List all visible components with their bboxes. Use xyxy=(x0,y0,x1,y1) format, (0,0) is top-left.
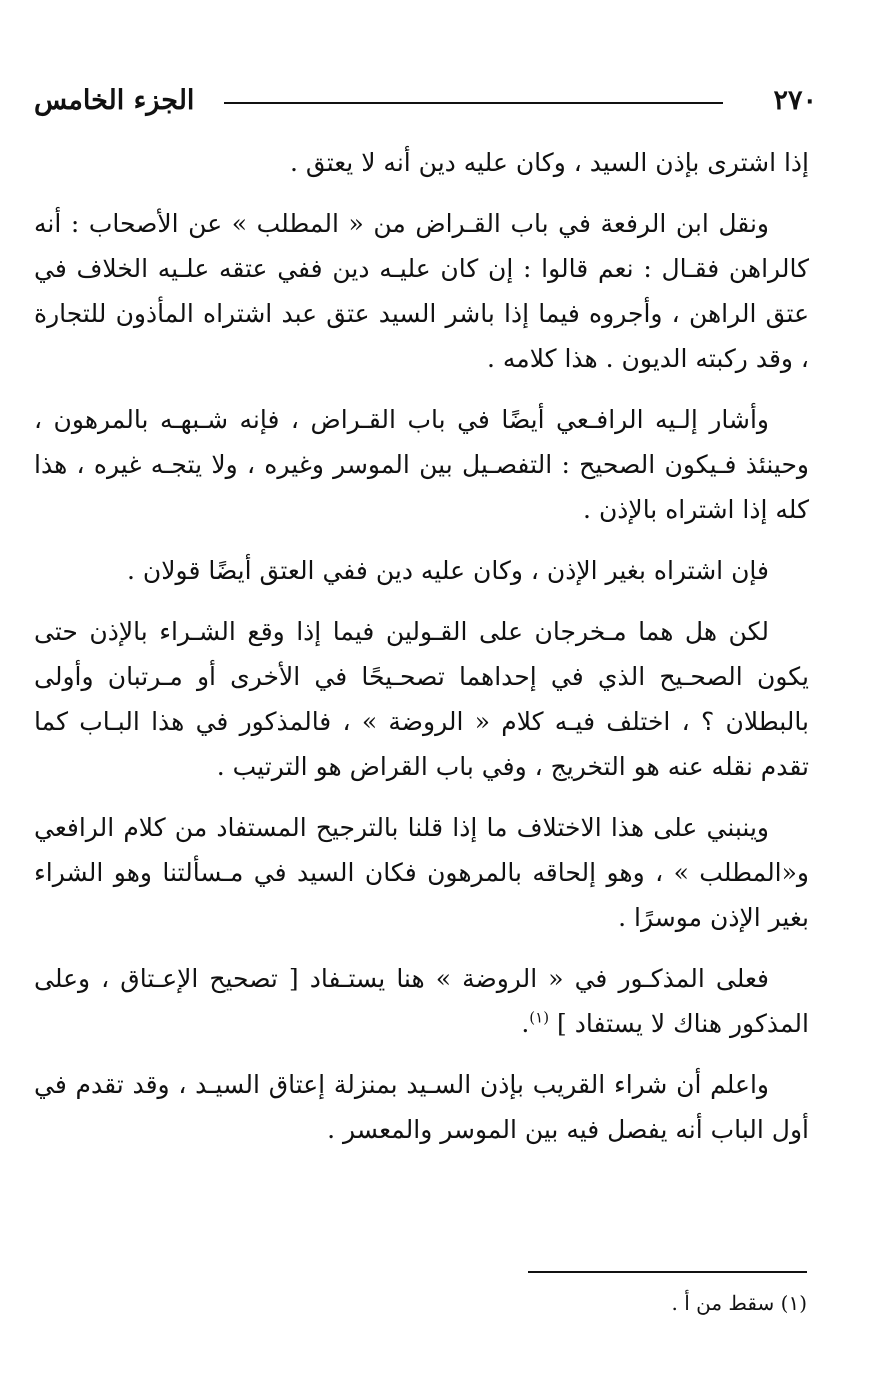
paragraph: فإن اشتراه بغير الإذن ، وكان عليه دين ففي العتق أيضًا قولان . xyxy=(127,556,769,585)
header-rule xyxy=(224,102,723,104)
running-title: الجزء الخامس xyxy=(34,85,195,116)
paragraph: ونقل ابن الرفعة في باب القـراض من « المطلب » عن الأصحاب : أنه كالراهن فقـال : نعم قالوا : إن كان عليـه دين ففي عتقه علـيه الخلاف في عتق الراهن ، وأجروه فيما إذا باشر السيد عتق عبد اشتراه المأذون للتجارة ، وقد ركبته الديون . هذا كلامه . xyxy=(34,209,809,373)
footnote-rule xyxy=(528,1271,807,1273)
page-number: ٢٧٠ xyxy=(773,85,817,116)
footnote: (١) سقط من أ . xyxy=(671,1291,807,1315)
paragraph: لكن هل هما مـخرجان على القـولين فيما إذا وقع الشـراء بالإذن حتى يكون الصحـيح الذي في إحداهما تصحـيحًا في الأخرى أو مـرتبان وأولى بالبطلان ؟ ، اختلف فيـه كلام « الروضة » ، فالمذكور في هذا البـاب كما تقدم نقله عنه هو التخريج ، وفي باب القراض هو الترتيب . xyxy=(34,617,809,781)
paragraph: واعلم أن شراء القريب بإذن السـيد بمنزلة إعتاق السيـد ، وقد تقدم في أول الباب أنه يفصل فيه بين الموسر والمعسر . xyxy=(34,1070,809,1144)
page-header xyxy=(34,78,817,126)
paragraph: وأشار إلـيه الرافـعي أيضًا في باب القـراض ، فإنه شـبهـه بالمرهون ، وحينئذ فـيكون الصحيح : التفصـيل بين الموسر وغيره ، ولا يتجـه غيره ، هذا كله إذا اشتراه بالإذن . xyxy=(34,405,809,524)
paragraph: فعلى المذكـور في « الروضة » هنا يستـفاد [ تصحيح الإعـتاق ، وعلى المذكور هناك لا يستفاد ] $^{(١)}$. xyxy=(34,964,809,1038)
paragraph: وينبني على هذا الاختلاف ما إذا قلنا بالترجيح المستفاد من كلام الرافعي و«المطلب » ، وهو إلحاقه بالمرهون فكان السيد في مـسألتنا وهو الشراء بغير الإذن موسرًا . xyxy=(34,813,809,932)
footnote-marker: (١) xyxy=(529,1008,550,1027)
main-text xyxy=(34,140,809,1168)
paragraph: إذا اشترى بإذن السيد ، وكان عليه دين أنه لا يعتق . xyxy=(289,148,809,177)
